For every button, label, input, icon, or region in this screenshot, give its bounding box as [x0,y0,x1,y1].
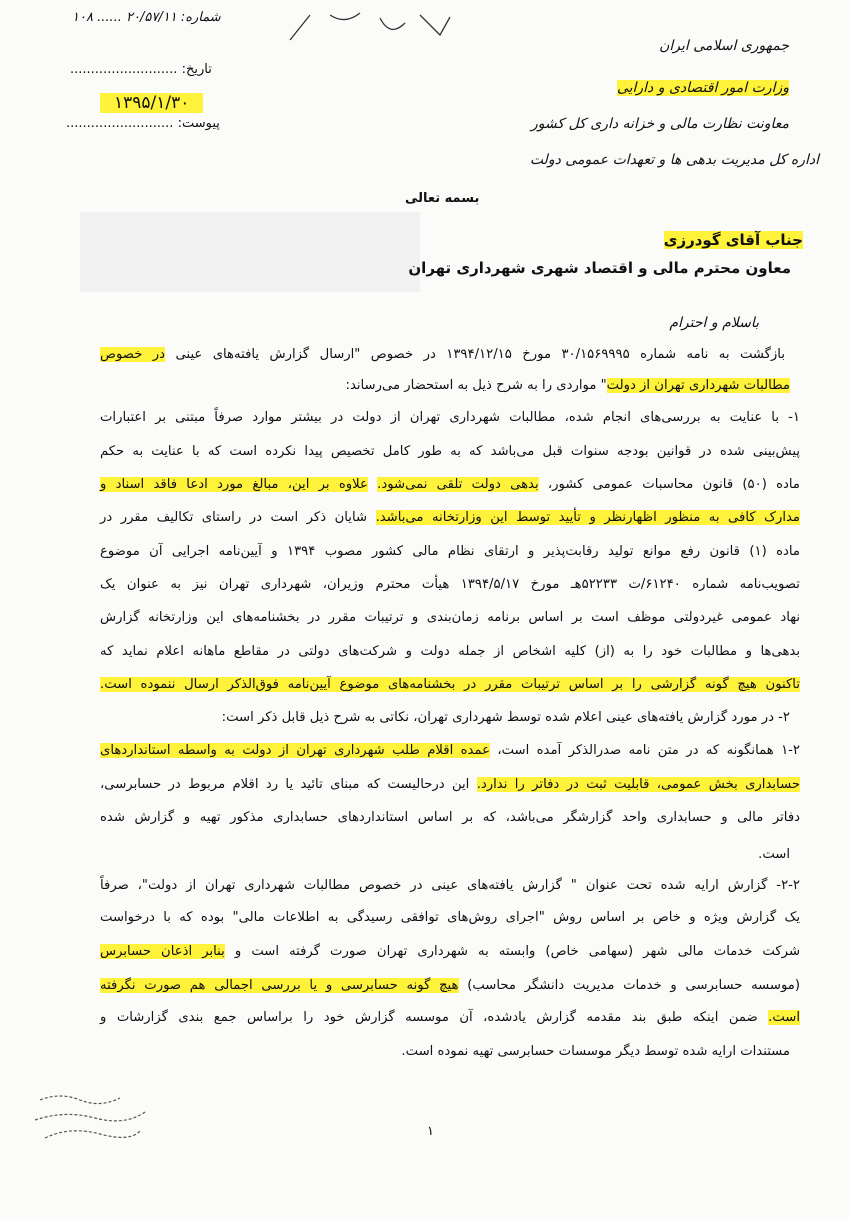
body-line [100,642,800,662]
date-dots: .......................... [70,62,178,77]
body-line [100,876,800,896]
body-line [100,542,800,562]
handwritten-signature-icon [20,1080,220,1170]
highlighted-text: تاکنون هیچ گونه گزارشی را بر اساس ترتیبات مقرر در بخشنامه‌های موضوع آیین‌نامه فوق‌الذکر ارسال ننموده است. [100,677,800,692]
highlighted-text: علاوه بر این، مبالغ مورد ادعا فاقد اسناد و [100,477,368,492]
page-number: ۱ [427,1124,434,1139]
attachment-dots: .......................... [66,116,174,131]
recipient-name [664,231,803,249]
body-text: مستندات ارایه شده توسط دیگر موسسات حسابرسی تهیه نموده است. [401,1044,790,1059]
body-text: ۲- در مورد گزارش یافته‌های عینی اعلام شده توسط شهرداری تهران، نکاتی به شرح ذیل قابل ذکر است: [221,710,790,725]
letter-date [70,62,212,77]
body-text: شرکت خدمات مالی شهر (سهامی خاص) وابسته به شهرداری تهران صورت گرفته است و [224,944,800,959]
body-text: نهاد عمومی غیردولتی موظف است بر اساس برنامه زمان‌بندی و ترتیبات مقرر در بخشنامه‌های این وزارتخانه گزارش [100,610,800,625]
body-text [368,477,377,492]
highlighted-text: بنابر اذعان حسابرس [100,944,225,959]
body-line [100,675,800,695]
body-line [340,376,790,396]
body-text: ۱- با عنایت به بررسی‌های انجام شده، مطالبات شهرداری تهران از دولت در بیشتر موارد صرفاً مبتنی بر اعتبارات [100,410,800,425]
body-text: ماده (۵۰) قانون محاسبات عمومی کشور، [538,477,800,492]
body-text: ماده (۱) قانون رفع موانع تولید رقابت‌پذیر و ارتقای نظام مالی کشور مصوب ۱۳۹۴ و آیین‌نامه اجرایی آن موضوع [100,544,801,559]
letterhead-deputy: معاونت نظارت مالی و خزانه داری کل کشور [530,116,789,132]
body-line [100,976,800,996]
attachment-label: پیوست: [177,116,220,131]
highlighted-text: حسابداری بخش عمومی، قابلیت ثبت در دفاتر را ندارد. [476,777,800,792]
body-line [100,908,800,928]
body-text: پیش‌بینی شده در قوانین بودجه سنوات قبل می‌باشد که به طور کامل تخصیص پیدا نکرده است که با عنایت به حکم [100,444,800,459]
body-line [100,942,800,962]
highlighted-text: هیچ گونه حسابرسی و یا بررسی اجمالی هم صورت نگرفته [100,978,459,993]
body-text: یک گزارش ویژه و خاص بر اساس روش "اجرای روش‌های توافقی رسیدگی به اطلاعات مالی" بوده که با درخواست [100,910,800,925]
letterhead-country: جمهوری اسلامی ایران [659,38,789,54]
date-value: ۱۳۹۵/۱/۳۰ [100,93,203,113]
body-line [100,608,800,628]
body-text: ۲-۲- گزارش ارایه شده تحت عنوان " گزارش یافته‌های عینی در خصوص مطالبات شهرداری تهران از دولت"، صرفاً [100,878,800,893]
body-text: ضمن اینکه طبق بند مقدمه گزارش یادشده، آن موسسه گزارش خود را براساس جمع بندی گزارشات و [100,1010,769,1025]
body-line [100,575,800,595]
body-line [100,442,800,462]
highlighted-text: عمده اقلام طلب شهرداری تهران از دولت به واسطه استانداردهای [100,743,490,758]
highlighted-text: در خصوص [100,347,166,362]
body-line [100,508,800,528]
recipient-name-text: جناب آقای گودرزی [663,231,803,249]
body-text: است. [758,847,790,862]
body-text: بازگشت به نامه شماره ۳۰/۱۵۶۹۹۹۵ مورخ ۱۳۹۴/۱۲/۱۵ در خصوص "ارسال گزارش یافته‌های عینی [165,347,785,362]
body-text: شایان ذکر است در راستای تکالیف مقرر در [100,510,376,525]
body-line [100,741,800,761]
body-line [100,1008,800,1028]
body-text: ۱-۲ همانگونه که در متن نامه صدرالذکر آمده است، [489,743,800,758]
body-line [100,475,800,495]
body-text: دفاتر مالی و حسابداری واحد گزارشگر می‌باشد، که بر اساس استانداردهای حسابداری مذکور تهیه و گزارش شده [100,810,800,825]
number-value: ۲۰/۵۷/۱۱ ...... ۱۰۸ [72,10,177,25]
invocation: بسمه تعالی [405,191,480,206]
body-text: (موسسه حسابرسی و خدمات مدیریت دانشگر محاسب) [458,978,800,993]
body-text: تصویب‌نامه شماره ۶۱۲۴۰/ت ۵۲۲۳۳هـ مورخ ۱۳۹۴/۵/۱۷ هیأت محترم وزیران، شهرداری تهران نیز به عنوان یک [100,577,800,592]
recipient-title: معاون محترم مالی و اقتصاد شهری شهرداری تهران [408,259,791,277]
highlighted-text: مطالبات شهرداری تهران از دولت [606,378,790,393]
handwritten-number-icon [140,10,560,50]
body-line [100,808,800,828]
body-line [100,408,800,428]
body-text: این درحالیست که مبنای تائید یا رد اقلام مربوط در حسابرسی، [100,777,477,792]
highlighted-text: است. [768,1010,800,1025]
date-value-box [88,92,215,114]
body-text: " مواردی را به شرح ذیل به استحضار می‌رساند: [345,378,607,393]
body-line [760,845,790,865]
highlighted-text: بدهی دولت تلقی نمی‌شود. [377,477,539,492]
date-label: تاریخ: [181,62,212,77]
body-line [100,345,785,365]
greeting: باسلام و احترام [669,315,759,331]
body-line [375,1042,790,1062]
number-label: شماره: [180,10,221,25]
body-line [175,708,790,728]
letter-attachment [66,116,220,131]
letterhead-department: اداره کل مدیریت بدهی ها و تعهدات عمومی دولت [529,152,819,168]
body-text: بدهی‌ها و مطالبات خود را به (از) کلیه اشخاص از جمله دولت و شرکت‌های دولتی در مقاطع ماهانه اعلام نماید که [100,644,800,659]
highlighted-text: مدارک کافی به منظور اظهارنظر و تأیید توسط این وزارتخانه می‌باشد. [375,510,800,525]
ministry-text: وزارت امور اقتصادی و دارایی [616,80,789,96]
redacted-area [80,212,420,292]
body-line [100,775,800,795]
letterhead-ministry [617,80,789,96]
